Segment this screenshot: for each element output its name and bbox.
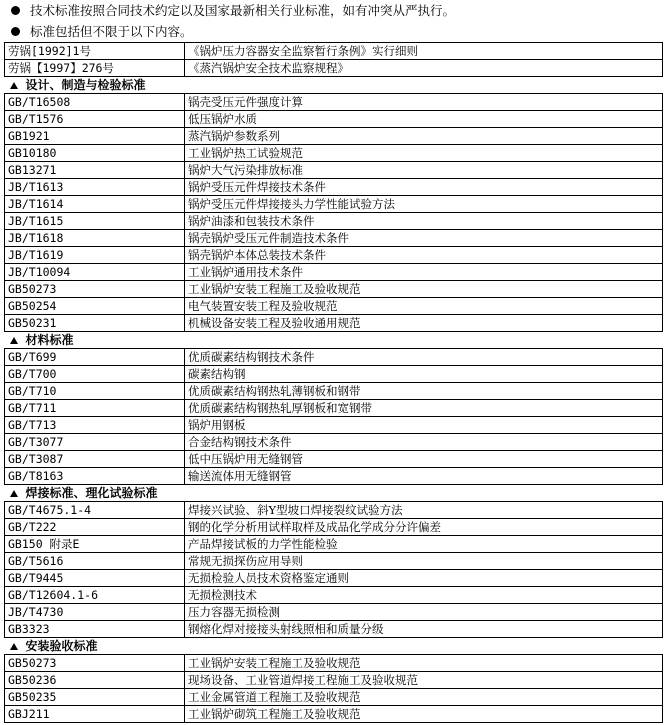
table-row — [5, 706, 663, 723]
standard-code: GB/T711 — [5, 400, 185, 417]
section-marker-icon — [10, 643, 18, 650]
table-row — [5, 43, 663, 60]
standard-code: GB/T700 — [5, 366, 185, 383]
section-marker-icon — [10, 82, 18, 89]
table-row — [5, 689, 663, 706]
standard-code: GB50231 — [5, 315, 185, 332]
table-row — [5, 434, 663, 451]
standard-title: 《锅炉压力容器安全监察暂行条例》实行细则 — [185, 43, 663, 60]
section-title: 焊接标准、理化试验标准 — [25, 486, 158, 500]
table-row — [5, 298, 663, 315]
standard-title: 《蒸汽锅炉安全技术监察规程》 — [185, 60, 663, 77]
section-title: 设计、制造与检验标准 — [25, 78, 146, 92]
standards-table-body — [5, 43, 663, 723]
table-row — [5, 162, 663, 179]
standard-code: GB/T1576 — [5, 111, 185, 128]
table-row — [5, 60, 663, 77]
standard-code: GB/T8163 — [5, 468, 185, 485]
table-row — [5, 468, 663, 485]
table-row — [5, 502, 663, 519]
standard-code: GB/T12604.1-6 — [5, 587, 185, 604]
table-row — [5, 604, 663, 621]
table-row — [5, 196, 663, 213]
standard-code: GB13271 — [5, 162, 185, 179]
standard-title: 工业锅炉安装工程施工及验收规范 — [185, 655, 663, 672]
standard-code: GB/T9445 — [5, 570, 185, 587]
standard-code: GB50273 — [5, 655, 185, 672]
table-row — [5, 570, 663, 587]
standard-code: 劳锅【1997】276号 — [5, 60, 185, 77]
standard-title: 低压锅炉水质 — [185, 111, 663, 128]
intro-notes — [0, 0, 666, 42]
table-row — [5, 128, 663, 145]
standard-title: 锅炉油漆和包装技术条件 — [185, 213, 663, 230]
standard-code: GB/T5616 — [5, 553, 185, 570]
standard-title: 无损检测技术 — [185, 587, 663, 604]
table-row — [5, 451, 663, 468]
table-row — [5, 179, 663, 196]
table-row — [5, 111, 663, 128]
standard-code: GBJ211 — [5, 706, 185, 723]
table-row — [5, 349, 663, 366]
standard-code: GB50236 — [5, 672, 185, 689]
standard-title: 碳素结构钢 — [185, 366, 663, 383]
section-marker-icon — [10, 490, 18, 497]
section-heading-cell — [5, 332, 663, 349]
intro-text-1: 技术标准按照合同技术约定以及国家最新相关行业标准，如有冲突从严执行。 — [30, 3, 456, 18]
standard-code: GB/T3087 — [5, 451, 185, 468]
table-row — [5, 315, 663, 332]
table-row — [5, 536, 663, 553]
standard-code: JB/T1618 — [5, 230, 185, 247]
standard-code: GB50254 — [5, 298, 185, 315]
standard-code: JB/T1613 — [5, 179, 185, 196]
standard-title: 优质碳素结构钢热轧薄钢板和钢带 — [185, 383, 663, 400]
table-row — [5, 553, 663, 570]
standard-code: GB/T4675.1-4 — [5, 502, 185, 519]
bullet-icon — [0, 6, 30, 15]
intro-text-2: 标准包括但不限于以下内容。 — [30, 24, 193, 39]
standard-title: 产品焊接试板的力学性能检验 — [185, 536, 663, 553]
standard-title: 锅壳锅炉受压元件制造技术条件 — [185, 230, 663, 247]
section-marker-icon — [10, 337, 18, 344]
standard-title: 合金结构钢技术条件 — [185, 434, 663, 451]
standard-title: 优质碳素结构钢热轧厚钢板和宽钢带 — [185, 400, 663, 417]
standard-title: 钢熔化焊对接接头射线照相和质量分级 — [185, 621, 663, 638]
standard-title: 锅壳受压元件强度计算 — [185, 94, 663, 111]
bullet-icon — [0, 27, 30, 36]
section-title: 安装验收标准 — [25, 639, 98, 653]
table-row — [5, 417, 663, 434]
section-header — [5, 485, 663, 502]
table-row — [5, 655, 663, 672]
standard-title: 工业锅炉热工试验规范 — [185, 145, 663, 162]
standard-title: 钢的化学分析用试样取样及成品化学成分分许偏差 — [185, 519, 663, 536]
standard-title: 锅炉受压元件焊接技术条件 — [185, 179, 663, 196]
standard-title: 锅炉受压元件焊接接头力学性能试验方法 — [185, 196, 663, 213]
standard-title: 机械设备安装工程及验收通用规范 — [185, 315, 663, 332]
standard-code: GB50235 — [5, 689, 185, 706]
standard-code: GB/T713 — [5, 417, 185, 434]
table-row — [5, 621, 663, 638]
standard-title: 电气装置安装工程及验收规范 — [185, 298, 663, 315]
section-header — [5, 638, 663, 655]
section-heading-cell — [5, 77, 663, 94]
section-heading-cell — [5, 638, 663, 655]
table-row — [5, 366, 663, 383]
section-title: 材料标准 — [25, 333, 74, 347]
standard-title: 常规无损探伤应用导则 — [185, 553, 663, 570]
table-row — [5, 519, 663, 536]
standard-code: GB/T699 — [5, 349, 185, 366]
standard-title: 低中压锅炉用无缝钢管 — [185, 451, 663, 468]
table-row — [5, 400, 663, 417]
standard-title: 优质碳素结构钢技术条件 — [185, 349, 663, 366]
table-row — [5, 264, 663, 281]
standard-code: GB150 附录E — [5, 536, 185, 553]
standard-code: GB3323 — [5, 621, 185, 638]
standard-title: 锅壳锅炉本体总装技术条件 — [185, 247, 663, 264]
section-header — [5, 77, 663, 94]
intro-line-1 — [0, 0, 666, 21]
table-row — [5, 94, 663, 111]
standard-title: 压力容器无损检测 — [185, 604, 663, 621]
standards-table — [4, 42, 663, 723]
section-heading-cell — [5, 485, 663, 502]
standard-code: JB/T4730 — [5, 604, 185, 621]
table-row — [5, 145, 663, 162]
intro-line-2 — [0, 21, 666, 42]
standard-title: 锅炉大气污染排放标准 — [185, 162, 663, 179]
table-row — [5, 230, 663, 247]
standard-title: 无损检验人员技术资格鉴定通则 — [185, 570, 663, 587]
standard-title: 工业锅炉砌筑工程施工及验收规范 — [185, 706, 663, 723]
standard-code: GB10180 — [5, 145, 185, 162]
standard-code: GB/T710 — [5, 383, 185, 400]
table-row — [5, 672, 663, 689]
table-row — [5, 587, 663, 604]
standard-code: GB50273 — [5, 281, 185, 298]
standard-title: 工业锅炉安装工程施工及验收规范 — [185, 281, 663, 298]
standard-code: GB1921 — [5, 128, 185, 145]
standard-code: JB/T10094 — [5, 264, 185, 281]
section-header — [5, 332, 663, 349]
standard-title: 工业金属管道工程施工及验收规范 — [185, 689, 663, 706]
standard-title: 蒸汽锅炉参数系列 — [185, 128, 663, 145]
table-row — [5, 247, 663, 264]
table-row — [5, 281, 663, 298]
standard-code: GB/T3077 — [5, 434, 185, 451]
standard-title: 现场设备、工业管道焊接工程施工及验收规范 — [185, 672, 663, 689]
standard-code: 劳锅[1992]1号 — [5, 43, 185, 60]
standard-code: GB/T16508 — [5, 94, 185, 111]
table-row — [5, 383, 663, 400]
standard-title: 输送流体用无缝钢管 — [185, 468, 663, 485]
standard-title: 工业锅炉通用技术条件 — [185, 264, 663, 281]
table-row — [5, 213, 663, 230]
standard-code: JB/T1614 — [5, 196, 185, 213]
standard-title: 焊接兴试验、斜Y型坡口焊接裂纹试验方法 — [185, 502, 663, 519]
standard-code: JB/T1619 — [5, 247, 185, 264]
standard-code: JB/T1615 — [5, 213, 185, 230]
standard-title: 锅炉用钢板 — [185, 417, 663, 434]
standard-code: GB/T222 — [5, 519, 185, 536]
